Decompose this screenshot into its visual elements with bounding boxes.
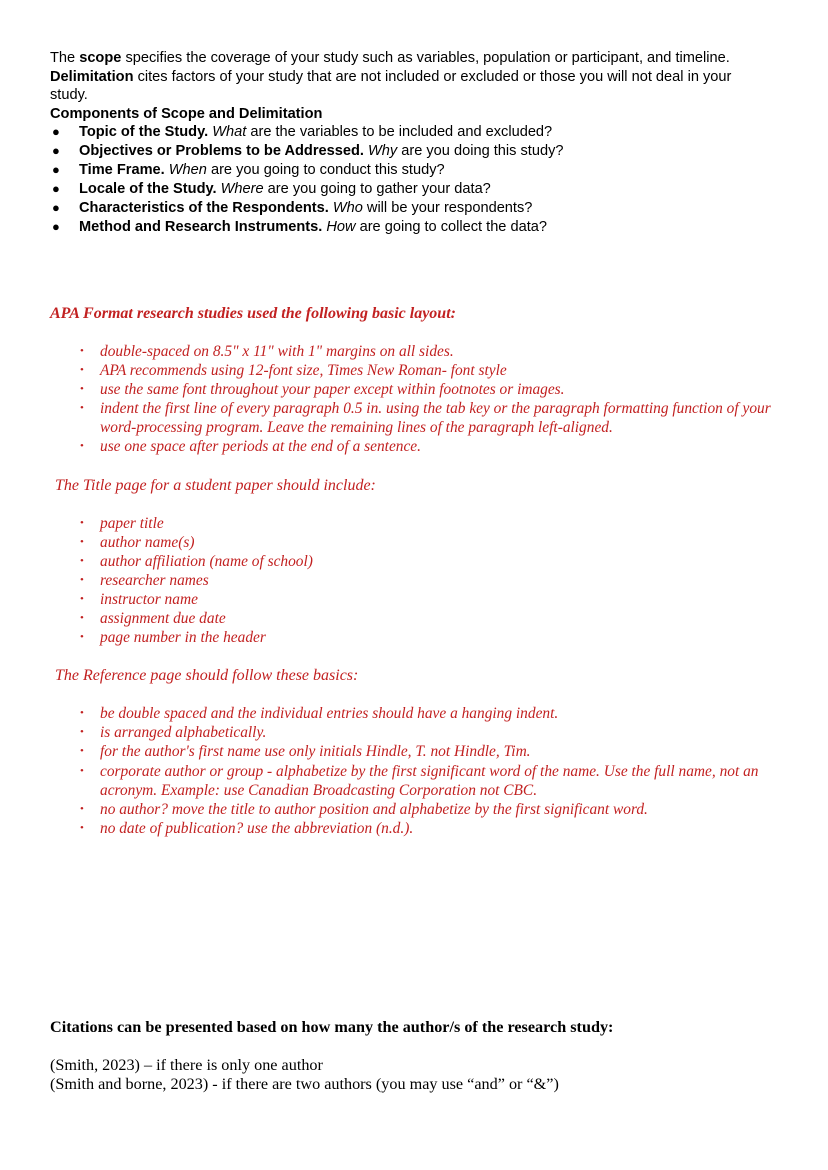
component-description: are you going to gather your data? [263, 181, 491, 198]
list-item [50, 399, 780, 437]
apa-layout-item-text: use one space after periods at the end of a sentence. [100, 438, 421, 456]
component-question-word: Who [328, 200, 363, 216]
components-list [50, 123, 768, 236]
reference-page-heading: The Reference page should follow these basics: [55, 667, 359, 685]
citations-heading: Citations can be presented based on how many the author/s of the research study: [50, 1018, 614, 1036]
bullet-icon: • [80, 764, 84, 777]
component-question-word: How [322, 218, 356, 235]
component-description: are going to collect the data? [355, 218, 548, 235]
list-item [50, 361, 780, 380]
components-heading: Components of Scope and Delimitation [50, 105, 323, 122]
bullet-icon: ● [52, 181, 60, 197]
apa-layout-item-text: indent the first line of every paragraph 0.5 in. using the tab key or the paragraph formatting function of your word-processing program. Leave the remaining lines of the paragraph left-aligned. [100, 400, 771, 437]
title-page-heading: The Title page for a student paper should include: [55, 476, 376, 494]
reference-page-item-text: is arranged alphabetically. [100, 724, 267, 742]
list-item [50, 628, 780, 647]
list-item [50, 819, 780, 838]
apa-layout-list [50, 342, 780, 457]
reference-page-list [50, 704, 780, 838]
reference-page-item-text: for the author's first name use only initials Hindle, T. not Hindle, Tim. [100, 743, 531, 761]
bullet-icon: ● [52, 218, 60, 234]
scope-term: scope [79, 50, 122, 66]
citation-example-two-authors: (Smith and borne, 2023) - if there are two authors (you may use “and” or “&”) [50, 1075, 559, 1094]
component-question-word: What [208, 124, 247, 141]
list-item [50, 142, 768, 161]
paragraph-lead-text: The [50, 50, 80, 66]
scope-delimitation-section [50, 49, 768, 237]
spacer [50, 324, 780, 342]
component-description: are you going to conduct this study? [206, 162, 445, 179]
citation-example-one-author: (Smith, 2023) – if there is only one author [50, 1056, 323, 1074]
list-item [50, 437, 780, 456]
bullet-icon: • [80, 535, 84, 548]
spacer [50, 647, 780, 665]
bullet-icon: • [80, 383, 84, 396]
bullet-icon: • [80, 802, 84, 815]
list-item [50, 742, 780, 761]
list-item [50, 533, 780, 552]
paragraph-mid-text-1: specifies the coverage of your study such as variables, population or participant, and timeline. [121, 50, 730, 66]
list-item [50, 571, 780, 590]
list-item [50, 514, 780, 533]
paragraph-mid-text-2: cites factors of your study that are not included or excluded or those you will not deal in your study. [50, 68, 732, 104]
bullet-icon: • [80, 516, 84, 529]
apa-layout-item-text: use the same font throughout your paper except within footnotes or images. [100, 381, 565, 399]
bullet-icon: ● [52, 143, 60, 159]
list-item [50, 723, 780, 742]
spacer [50, 686, 780, 704]
apa-layout-item-text: APA recommends using 12-font size, Times New Roman- font style [100, 362, 507, 380]
component-term: Objectives or Problems to be Addressed. [79, 143, 364, 160]
reference-page-item-text: corporate author or group - alphabetize by the first significant word of the name. Use the full name, not an acronym. Example: use Canadian Broadcasting Corporation not CBC. [100, 762, 759, 799]
bullet-icon: • [80, 726, 84, 739]
title-page-item-text: instructor name [100, 590, 198, 608]
list-item [50, 218, 768, 237]
component-term: Time Frame. [79, 162, 165, 179]
spacer [50, 1038, 750, 1056]
bullet-icon: • [80, 440, 84, 453]
component-description: will be your respondents? [362, 200, 533, 216]
reference-page-item-text: no date of publication? use the abbreviation (n.d.). [100, 819, 414, 837]
component-term: Locale of the Study. [79, 181, 217, 198]
component-question-word: Where [216, 181, 264, 198]
component-term: Method and Research Instruments. [79, 218, 323, 235]
bullet-icon: • [80, 345, 84, 357]
bullet-icon: • [80, 554, 84, 567]
title-page-item-text: author affiliation (name of school) [100, 552, 313, 570]
bullet-icon: • [80, 592, 84, 605]
bullet-icon: • [80, 631, 84, 644]
reference-page-item-text: no author? move the title to author position and alphabetize by the first significant word. [100, 800, 648, 818]
spacer [50, 457, 780, 475]
list-item [50, 762, 780, 800]
list-item [50, 800, 780, 819]
component-description: are the variables to be included and excluded? [246, 124, 553, 141]
reference-page-item-text: be double spaced and the individual entries should have a hanging indent. [100, 705, 559, 723]
component-description: are you doing this study? [397, 143, 564, 160]
bullet-icon: ● [52, 162, 60, 178]
delimitation-term: Delimitation [50, 68, 134, 85]
list-item [50, 199, 768, 218]
list-item [50, 704, 780, 723]
apa-format-section [50, 303, 780, 838]
bullet-icon: • [80, 573, 84, 586]
title-page-list [50, 514, 780, 648]
component-term: Topic of the Study. [79, 124, 209, 141]
bullet-icon: • [80, 745, 84, 758]
list-item [50, 380, 780, 399]
list-item [50, 161, 768, 180]
scope-delimitation-paragraph [50, 49, 768, 105]
bullet-icon: ● [52, 124, 60, 140]
spacer [50, 496, 780, 514]
bullet-icon: • [80, 402, 84, 415]
title-page-item-text: researcher names [100, 571, 209, 589]
component-question-word: When [164, 162, 207, 179]
title-page-item-text: assignment due date [100, 610, 226, 628]
bullet-icon: ● [52, 200, 60, 215]
list-item [50, 590, 780, 609]
list-item [50, 609, 780, 628]
list-item [50, 552, 780, 571]
title-page-item-text: paper title [100, 514, 164, 532]
citations-section [50, 1017, 750, 1095]
bullet-icon: • [80, 612, 84, 625]
apa-format-heading: APA Format research studies used the following basic layout: [50, 305, 456, 322]
list-item [50, 123, 768, 142]
bullet-icon: • [80, 707, 84, 720]
bullet-icon: • [80, 821, 84, 834]
title-page-item-text: page number in the header [100, 629, 266, 647]
apa-layout-item-text: double-spaced on 8.5" x 11" with 1" margins on all sides. [100, 343, 454, 360]
component-question-word: Why [363, 143, 398, 160]
list-item [50, 342, 780, 361]
component-term: Characteristics of the Respondents. [79, 200, 329, 216]
list-item [50, 180, 768, 199]
title-page-item-text: author name(s) [100, 533, 195, 551]
bullet-icon: • [80, 364, 84, 377]
